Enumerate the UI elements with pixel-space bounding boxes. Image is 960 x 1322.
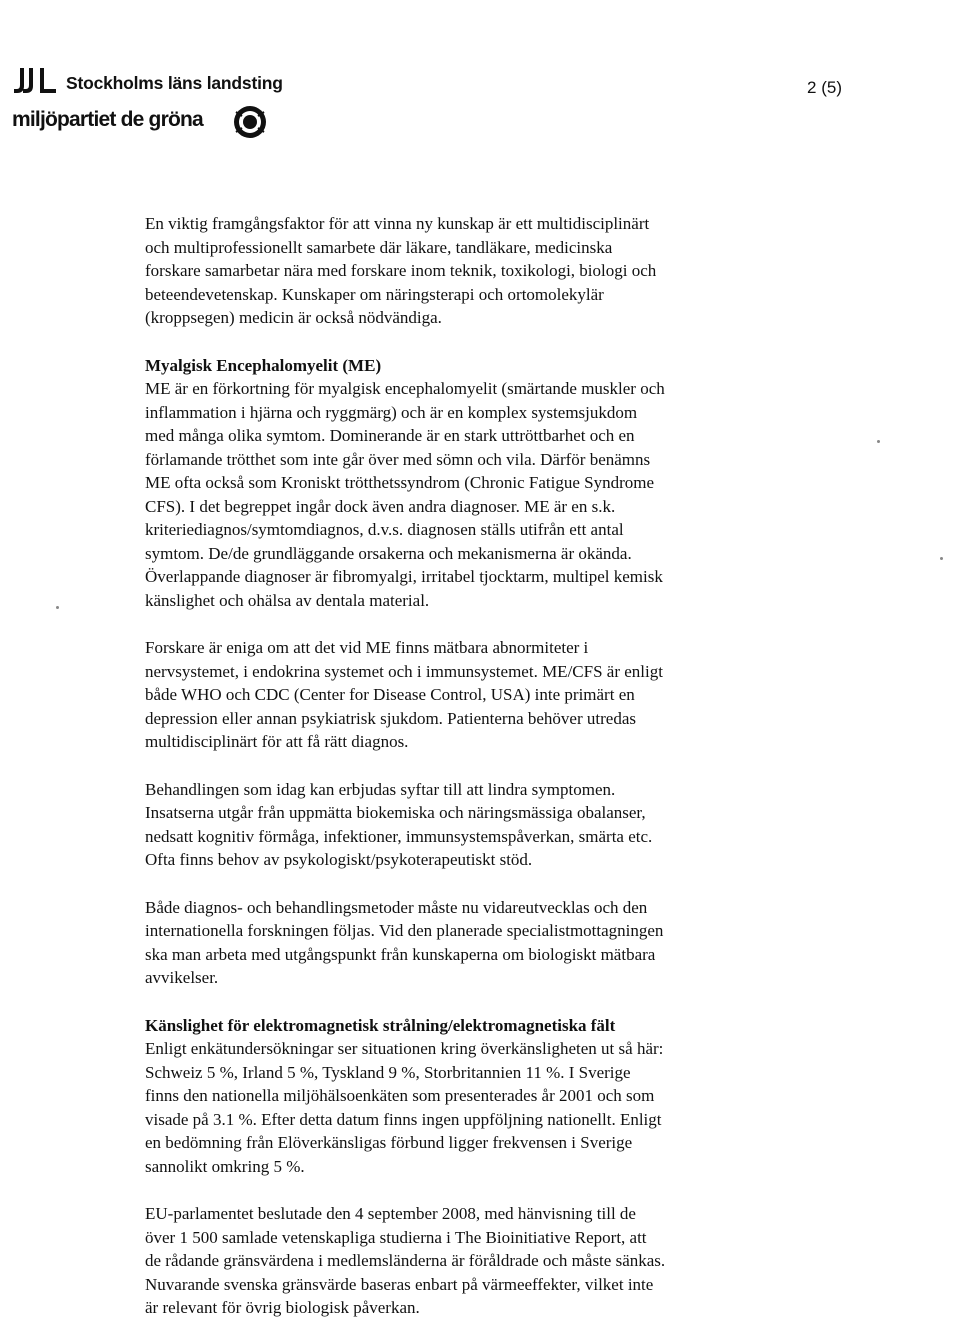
section-electromagnetic [145, 1014, 795, 1179]
page-number: 2 (5) [807, 78, 842, 97]
party-name: miljöpartiet de gröna [12, 108, 203, 131]
scan-speck [940, 557, 943, 560]
document-body [145, 212, 795, 1320]
section-me [145, 354, 795, 613]
paragraph-text: EU-parlamentet beslutade den 4 september 2008, med hänvisning till de över 1 500 samlade vetenskapliga studierna i The Bioinitiative Report, att de rådande gränsvärdena i medlemsländerna är föråldrade och måste sänkas. Nuvarande svenska gränsvärde baseras enbart på värmeeffekter, vilket inte är relevant för övrig biologisk påverkan. [145, 1204, 666, 1317]
organization-name: Stockholms läns landsting [66, 73, 283, 93]
paragraph-researchers [145, 636, 795, 754]
paragraph-eu-parliament [145, 1202, 795, 1320]
paragraph-text: Både diagnos- och behandlingsmetoder måste nu vidareutvecklas och den internationella forskningen följas. Vid den planerade specialistmottagningen ska man arbeta med utgångspunkt från kunskaperna om biologiskt mätbara avvikelser. [145, 897, 664, 987]
scan-speck [877, 440, 880, 443]
paragraph-text: Enligt enkätundersökningar ser situationen kring överkänsligheten ut så här: Schweiz 5 %, Irland 5 %, Tyskland 9 %, Storbritannien 11 %. I Sverige finns den nationella miljöhälsoenkäten som presenterades år 2001 och som visade på 3.1 %. Efter detta datum finns ingen uppföljning nationellt. Enligt en bedömning från Elöverkänsligas förbund ligger frekvensen i Sverige sannolikt omkring 5 %. [145, 1039, 664, 1176]
section-heading: Myalgisk Encephalomyelit (ME) [145, 355, 382, 375]
paragraph-collaboration [145, 212, 795, 330]
paragraph-text: ME är en förkortning för myalgisk encephalomyelit (smärtande muskler och inflammation i hjärna och ryggmärg) och är en komplex systemsjukdom med många olika symtom. Dominerande är en stark uttröttbarhet och en förlamande trötthet som inte går över med sömn och vila. Därför benämns ME ofta också som Kroniskt trötthetssyndrom (Chronic Fatigue Syndrome CFS). I det begreppet ingår dock även andra diagnoser. ME är en s.k. kriteriediagnos/symtomdiagnos, d.v.s. diagnosen ställs utifrån ett antal symtom. De/de grundläggande orsakerna och mekanismerna är okända. Överlappande diagnoser är fibromyalgi, irritabel tjocktarm, multipel kemisk känslighet och ohälsa av dentala material. [145, 379, 665, 610]
paragraph-text: Behandlingen som idag kan erbjudas syftar till att lindra symptomen. Insatserna utgår från uppmätta biokemiska och näringsmässiga obalanser, nedsatt kognitiv förmåga, infektioner, immunsystemspåverkan, smärta etc. Ofta finns behov av psykologiskt/psykoterapeutiskt stöd. [145, 779, 653, 869]
paragraph-text: Forskare är eniga om att det vid ME finns mätbara abnormiteter i nervsystemet, i endokrina systemet och i immunsystemet. ME/CFS är enligt både WHO och CDC (Center for Disease Control, USA) inte primärt en depression eller annan psykiatrisk sjukdom. Patienterna behöver utredas multidisciplinärt för att få rätt diagnos. [145, 638, 663, 751]
paragraph-treatment [145, 778, 795, 872]
paragraph-text: En viktig framgångsfaktor för att vinna ny kunskap är ett multidisciplinärt och multiprofessionellt samarbete där läkare, tandläkare, medicinska forskare samarbetar nära med forskare inom teknik, toxikologi, biologi och beteendevetenskap. Kunskaper om näringsterapi och ortomolekylär (kroppsegen) medicin är också nödvändiga. [145, 214, 657, 327]
sll-logo-icon [12, 66, 64, 96]
scan-speck [56, 606, 59, 609]
paragraph-diagnosis-methods [145, 896, 795, 990]
section-heading: Känslighet för elektromagnetisk strålning/elektromagnetiska fält [145, 1015, 616, 1035]
page-header [12, 62, 948, 152]
sunflower-logo-icon [230, 104, 270, 140]
